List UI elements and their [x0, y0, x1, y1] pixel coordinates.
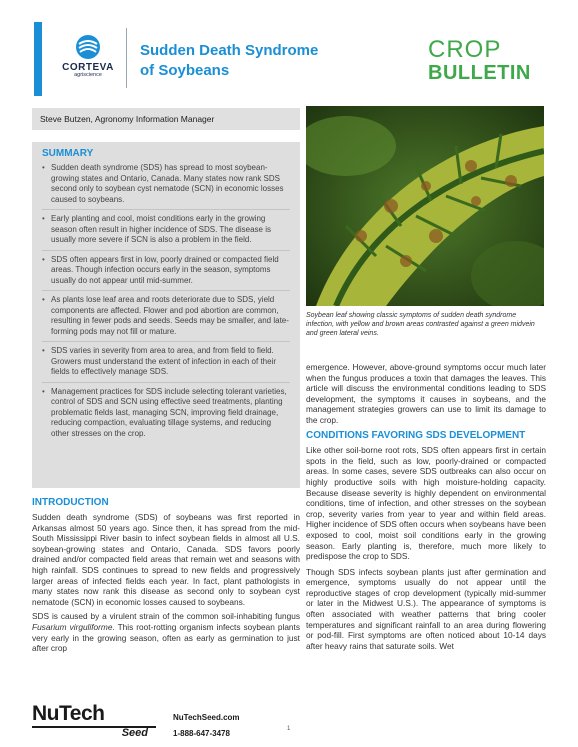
corteva-emblem-icon — [75, 34, 101, 60]
footer-phone: 1-888-647-3478 — [173, 729, 230, 738]
logo-sub: agriscience — [74, 72, 102, 78]
summary-item: • As plants lose leaf area and roots deteriorate due to SDS, yield components are affected. Flower and pod abortion are common, resulting in fewer pods and seeds. Seeds may be smaller, and late-forming pods may not fill or mature. — [42, 295, 290, 342]
introduction-heading: INTRODUCTION — [32, 497, 109, 508]
intro-p2-text-b: . This root-rotting organism infects soybean plants very early in the growing season, often as early as germination to just after crop — [32, 621, 300, 654]
right-column-text — [306, 362, 546, 656]
summary-title: SUMMARY — [42, 148, 94, 159]
soybean-leaf-photo — [306, 106, 544, 306]
summary-item: • Sudden death syndrome (SDS) has spread to most soybean-growing states and Ontario, Canada. Many states now rank SDS second only to soybean cyst nematode (SCN) in economic losses caused to soybeans. — [42, 163, 290, 210]
nutech-seed: Seed — [121, 727, 148, 739]
right-paragraph-2: Like other soil-borne root rots, SDS often appears first in certain spots in the field, such as low, poorly-drained or compacted areas. In some cases, severe SDS outbreaks can also occur on highly productive soils with high moisture-holding capacity. Because disease severity is highly dependent on environmental conditions, time of infection, and other stresses on the soybean crop, severity varies from year to year and within field areas. Higher incidence of SDS often occurs when soybeans have been exposed to cool, moist soil conditions early in the growing season. Early planting is, therefore, much more likely to predispose the crop to SDS. — [306, 445, 546, 562]
nutech-logo — [32, 703, 156, 743]
photo-caption: Soybean leaf showing classic symptoms of sudden death syndrome infection, with yellow and brown areas contrasted against a green midvein and green lateral veins. — [306, 312, 535, 337]
left-column-text — [32, 512, 300, 658]
right-paragraph-1: emergence. However, above-ground symptoms occur much later when the fungus produces a toxin that damages the leaves. This article will discuss the environmental conditions leading to SDS development, the symptoms it causes in soybeans, and the management strategies growers can use to limit its damage to the crop. — [306, 362, 546, 425]
intro-p2-text-a: SDS is caused by a virulent strain of the common soil-inhabiting fungus — [32, 611, 300, 622]
title-line-1: Sudden Death Syndrome — [140, 42, 319, 59]
summary-item: • Early planting and cool, moist conditions early in the growing season often result in higher incidence of SDS. The disease is usually more severe if SCN is also a problem in the field. — [42, 214, 290, 251]
summary-list — [42, 163, 290, 443]
fungus-name: Fusarium virguliforme — [32, 621, 113, 632]
intro-paragraph-2 — [32, 611, 300, 653]
summary-item: • SDS varies in severity from area to area, and from field to field. Growers must understand the extent of infection in each of their fields to effectively manage SDS. — [42, 346, 290, 383]
crop-label: CROP — [428, 36, 502, 63]
summary-item: • SDS often appears first in low, poorly drained or compacted field areas. Though infection occurs early in the season, symptoms usually do not appear until mid-summer. — [42, 255, 290, 292]
footer-website: NuTechSeed.com — [173, 713, 240, 722]
summary-item: • Management practices for SDS include selecting tolerant varieties, control of SDS and SCN using effective seed treatments, planting problematic fields last, managing SCN, improving field drainage, reducing compaction, evaluating tillage systems, and reducing other stresses on the crop. — [42, 387, 290, 444]
header-accent-bar — [34, 22, 42, 96]
logo-name: CORTEVA — [62, 62, 114, 73]
page-number: 1 — [287, 726, 291, 732]
page-title — [140, 41, 318, 81]
intro-paragraph-1: Sudden death syndrome (SDS) of soybeans was first reported in Arkansas almost 50 years ago. Since then, it has spread from the mid-South Mississippi River basin to infect soybean fields in almost all U.S. soybean-growing states and Ontario, Canada. SDS favors poorly drained and/or compacted field areas that remain wet and seasons with high rainfall. SDS continues to spread to new fields and progressively larger areas of infected fields each year. In fact, plant pathologists in many states now rank this disease as second only to soybean cyst nematode (SCN) in economic losses caused to soybeans. — [32, 512, 300, 607]
corteva-logo — [58, 34, 118, 88]
conditions-heading: CONDITIONS FAVORING SDS DEVELOPMENT — [306, 429, 526, 441]
author-byline: Steve Butzen, Agronomy Information Manager — [32, 108, 300, 130]
nutech-brand: NuTech — [32, 702, 105, 725]
bulletin-label: BULLETIN — [428, 62, 531, 84]
right-paragraph-3: Though SDS infects soybean plants just after germination and emergence, symptoms usually do not appear until the reproductive stages of crop development (typically mid-summer or later in the Midwest U.S.). The appearance of symptoms is often associated with weather patterns that bring cooler temperatures and significant rainfall to an area during flowering or pod-fill. First symptoms are often noticed about 10-14 days after heavy rains that saturate soils. Wet — [306, 566, 546, 651]
summary-box — [32, 142, 300, 488]
title-line-2: of Soybeans — [140, 62, 230, 79]
header-divider — [126, 28, 127, 88]
leaf-image-icon — [306, 106, 544, 306]
